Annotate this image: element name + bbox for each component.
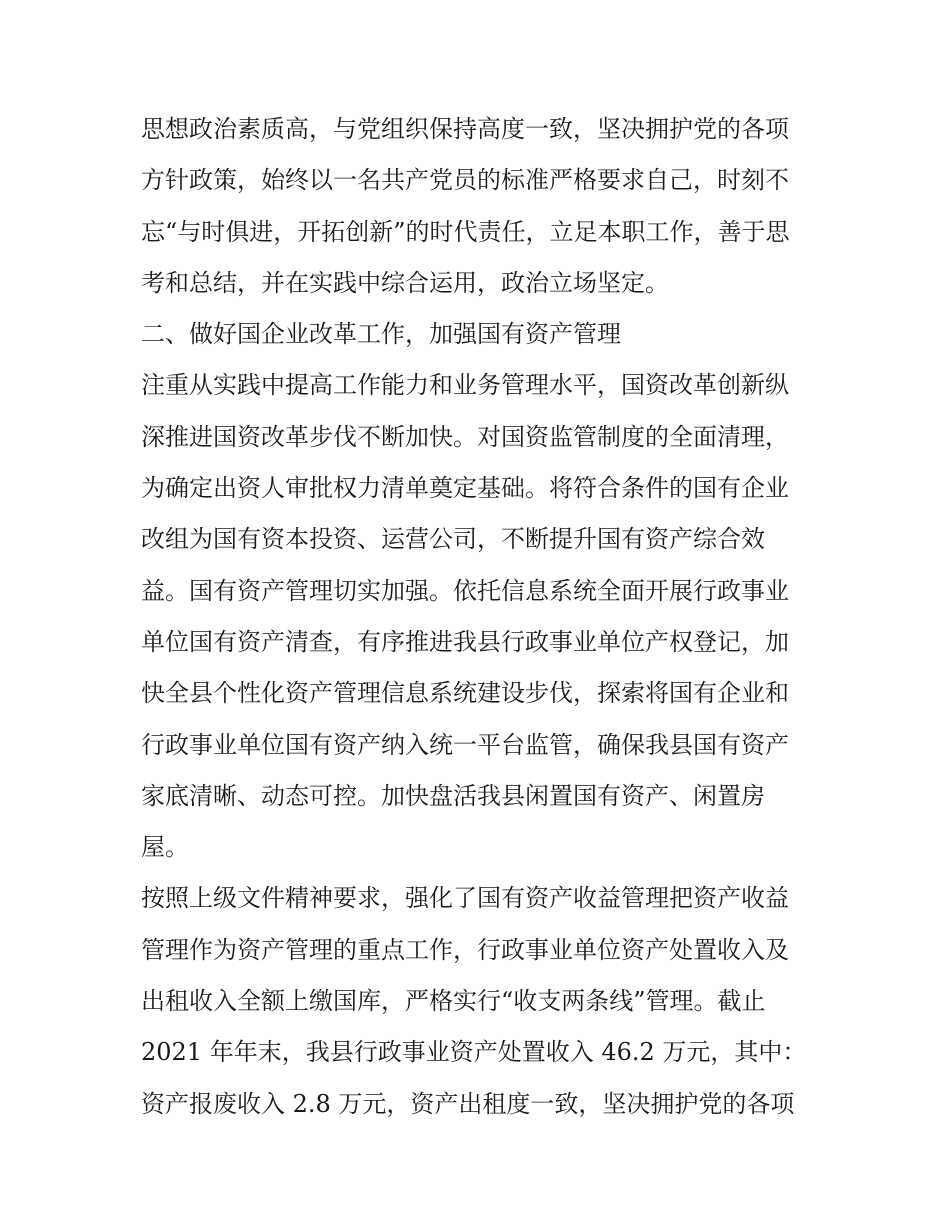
text-line: 2021 年年末，我县行政事业资产处置收入 46.2 万元，其中： bbox=[141, 1038, 807, 1067]
document-body bbox=[141, 104, 821, 1130]
text-line: 行政事业单位国有资产纳入统一平台监管，确保我县国有资产 bbox=[141, 730, 789, 759]
text-line: 深推进国资改革步伐不断加快。对国资监管制度的全面清理， bbox=[141, 422, 789, 451]
text-line: 改组为国有资本投资、运营公司，不断提升国有资产综合效 bbox=[141, 525, 765, 554]
text-line: 按照上级文件精神要求，强化了国有资产收益管理把资产收益 bbox=[141, 884, 789, 913]
section-heading: 二、做好国企业改革工作，加强国有资产管理 bbox=[141, 320, 621, 349]
text-line: 益。国有资产管理切实加强。依托信息系统全面开展行政事业 bbox=[141, 576, 789, 605]
text-line: 忘“与时俱进，开拓创新”的时代责任，立足本职工作，善于思 bbox=[141, 217, 790, 246]
text-line: 快全县个性化资产管理信息系统建设步伐，探索将国有企业和 bbox=[141, 679, 789, 708]
text-line: 资产报废收入 2.8 万元，资产出租度一致，坚决拥护党的各项 bbox=[141, 1089, 795, 1118]
text-line: 屋。 bbox=[141, 833, 189, 862]
text-line: 注重从实践中提高工作能力和业务管理水平，国资改革创新纵 bbox=[141, 371, 789, 400]
text-line: 出租收入全额上缴国库，严格实行“收支两条线”管理。截止 bbox=[141, 987, 766, 1016]
text-line: 单位国有资产清查，有序推进我县行政事业单位产权登记，加 bbox=[141, 627, 789, 656]
text-line: 管理作为资产管理的重点工作，行政事业单位资产处置收入及 bbox=[141, 935, 789, 964]
text-line: 思想政治素质高，与党组织保持高度一致，坚决拥护党的各项 bbox=[141, 115, 789, 143]
text-line: 家底清晰、动态可控。加快盘活我县闲置国有资产、闲置房 bbox=[141, 781, 765, 810]
text-line: 方针政策，始终以一名共产党员的标准严格要求自己，时刻不 bbox=[141, 166, 789, 195]
text-line: 为确定出资人审批权力清单奠定基础。将符合条件的国有企业 bbox=[141, 474, 789, 503]
text-line: 考和总结，并在实践中综合运用，政治立场坚定。 bbox=[141, 268, 669, 297]
